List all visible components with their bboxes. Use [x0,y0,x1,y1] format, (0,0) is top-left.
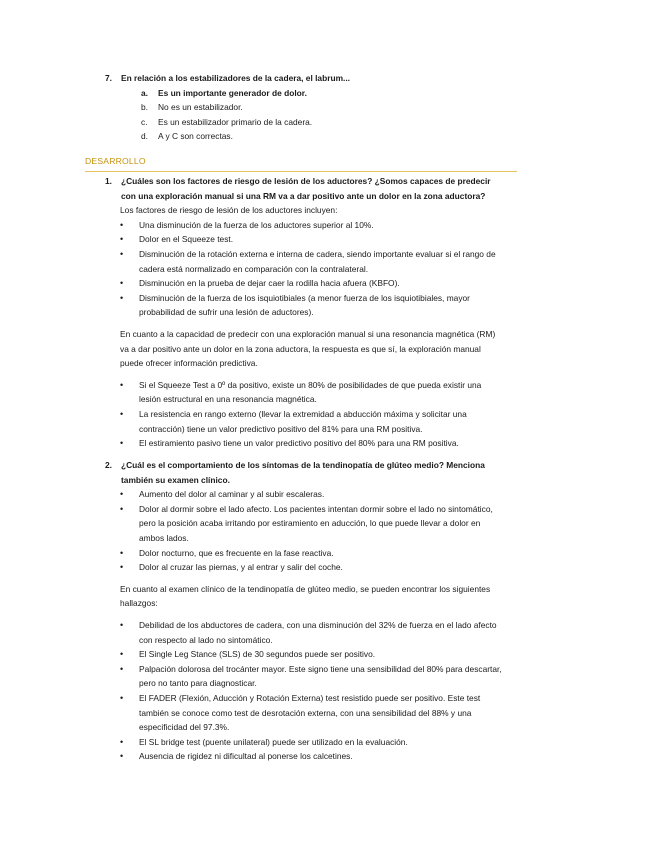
list-item-text: Dolor al dormir sobre el lado afecto. Los pacientes intentan dormir sobre el lado no sintomático, pero la posición acaba irritando por estiramiento en aducción, lo que puede llevar a dolor en ambos lados. [139,503,493,543]
list-item-text: El estiramiento pasivo tiene un valor predictivo positivo del 80% para una RM positiva. [139,438,459,449]
list-item-text: Dolor al cruzar las piernas, y al entrar y salir del coche. [139,562,343,573]
list-item [120,560,505,575]
risk-factors-list [120,218,505,320]
list-item [120,662,505,691]
list-item [120,502,505,546]
answer-paragraph: En cuanto al examen clínico de la tendinopatía de glúteo medio, se pueden encontrar los siguientes hallazgos: [120,583,491,609]
list-item-text: El SL bridge test (puente unilateral) puede ser utilizado en la evaluación. [139,736,408,747]
list-item [120,735,505,750]
option-text: A y C son correctas. [158,131,233,142]
bullet-icon: • [120,547,124,558]
list-item [120,487,505,502]
list-item-text: Debilidad de los abductores de cadera, con una disminución del 32% de fuerza en el lado afecto con respecto al lado no sintomático. [139,619,497,645]
option-letter: b. [141,102,148,113]
list-item-text: La resistencia en rango externo (llevar la extremidad a abducción máxima y solicitar una contracción) tiene un valor predictivo positivo del 81% para una RM positiva. [139,408,467,434]
symptoms-list [120,487,505,575]
option-letter: a. [141,87,148,98]
section-divider [85,171,517,172]
bullet-icon: • [120,292,124,303]
list-item-text: Si el Squeeze Test a 0º da positivo, existe un 80% de posibilidades de que pueda existir una lesión estructural en una resonancia magnética. [139,379,482,405]
list-item [120,232,505,247]
list-item-text: Disminución en la prueba de dejar caer la rodilla hacia afuera (KBFO). [139,278,400,289]
question-2-header [105,458,505,487]
option-text: Es un importante generador de dolor. [158,87,307,98]
option-text: Es un estabilizador primario de la cadera. [158,116,313,127]
bullet-icon: • [120,438,124,449]
list-item-text: Palpación dolorosa del trocánter mayor. Este signo tiene una sensibilidad del 80% para descartar, pero no tanto para diagnosticar. [139,663,502,689]
question-number: 2. [105,460,112,470]
question-1-header [105,174,505,203]
list-item [120,407,505,436]
list-item-text: Aumento del dolor al caminar y al subir escaleras. [139,489,325,500]
list-item [120,436,505,451]
list-item-text: El Single Leg Stance (SLS) de 30 segundos puede ser positivo. [139,649,376,660]
clinical-findings-list [120,618,505,764]
predictive-tests-list [120,378,505,451]
list-item-text: El FADER (Flexión, Aducción y Rotación Externa) test resistido puede ser positivo. Este test también se conoce como test de desrotación externa, con una sensibilidad del 88% y una especificidad del 97.3%. [139,692,481,733]
answer-body [120,487,505,764]
answer-body [120,203,505,451]
bullet-icon: • [120,503,124,514]
bullet-icon: • [120,379,124,390]
bullet-icon: • [120,649,124,660]
list-item [120,647,505,662]
list-item-text: Disminución de la fuerza de los isquiotibiales (a menor fuerza de los isquiotibiales, mayor probabilidad de sufrir una lesión de aductores). [139,292,470,318]
section-header [85,154,517,172]
option-a [141,86,505,101]
question-text: En relación a los estabilizadores de la cadera, el labrum... [121,73,351,83]
bullet-icon: • [120,278,124,289]
option-text: No es un estabilizador. [158,102,243,113]
bullet-icon: • [120,248,124,259]
bullet-icon: • [120,663,124,674]
list-item [120,276,505,291]
list-item-text: Una disminución de la fuerza de los aductores superior al 10%. [139,219,374,230]
list-item-text: Disminución de la rotación externa e interna de cadera, siendo importante evaluar si el rango de cadera está normalizado en comparación con la contralateral. [139,248,496,274]
option-letter: d. [141,131,148,142]
question-7 [105,71,505,144]
list-item [120,546,505,561]
bullet-icon: • [120,562,124,573]
option-b [141,100,505,115]
bullet-icon: • [120,619,124,630]
list-item-text: Dolor en el Squeeze test. [139,234,234,245]
list-item [120,218,505,233]
list-item [120,691,505,735]
option-d [141,129,505,144]
answer-paragraph: En cuanto a la capacidad de predecir con una exploración manual si una resonancia magnética (RM) va a dar positivo ante un dolor en la zona aductora, la respuesta es que sí, la exploración manual puede ofrecer información predictiva. [120,328,496,369]
bullet-icon: • [120,736,124,747]
question-number: 1. [105,176,112,186]
list-item-text: Ausencia de rigidez ni dificultad al ponerse los calcetines. [139,751,353,762]
development-question-2 [105,458,505,764]
list-item [120,378,505,407]
answer-intro: Los factores de riesgo de lesión de los aductores incluyen: [120,205,338,216]
option-letter: c. [141,116,148,127]
question-7-header [105,71,505,86]
bullet-icon: • [120,219,124,230]
bullet-icon: • [120,234,124,245]
list-item-text: Dolor nocturno, que es frecuente en la fase reactiva. [139,547,334,558]
development-question-1 [105,174,505,451]
list-item [120,749,505,764]
question-text: ¿Cuáles son los factores de riesgo de lesión de los aductores? ¿Somos capaces de predecir con una exploración manual si una RM va a dar positivo ante un dolor en la zona aductora? [121,176,491,201]
bullet-icon: • [120,751,124,762]
question-text: ¿Cuál es el comportamiento de los síntomas de la tendinopatía de glúteo medio? Menciona también su examen clínico. [121,460,485,485]
section-title: DESARROLLO [85,156,146,166]
bullet-icon: • [120,692,124,703]
bullet-icon: • [120,489,124,500]
option-c [141,115,505,130]
list-item [120,618,505,647]
bullet-icon: • [120,408,124,419]
list-item [120,247,505,276]
options-list [141,86,505,144]
question-number: 7. [105,73,112,83]
list-item [120,291,505,320]
